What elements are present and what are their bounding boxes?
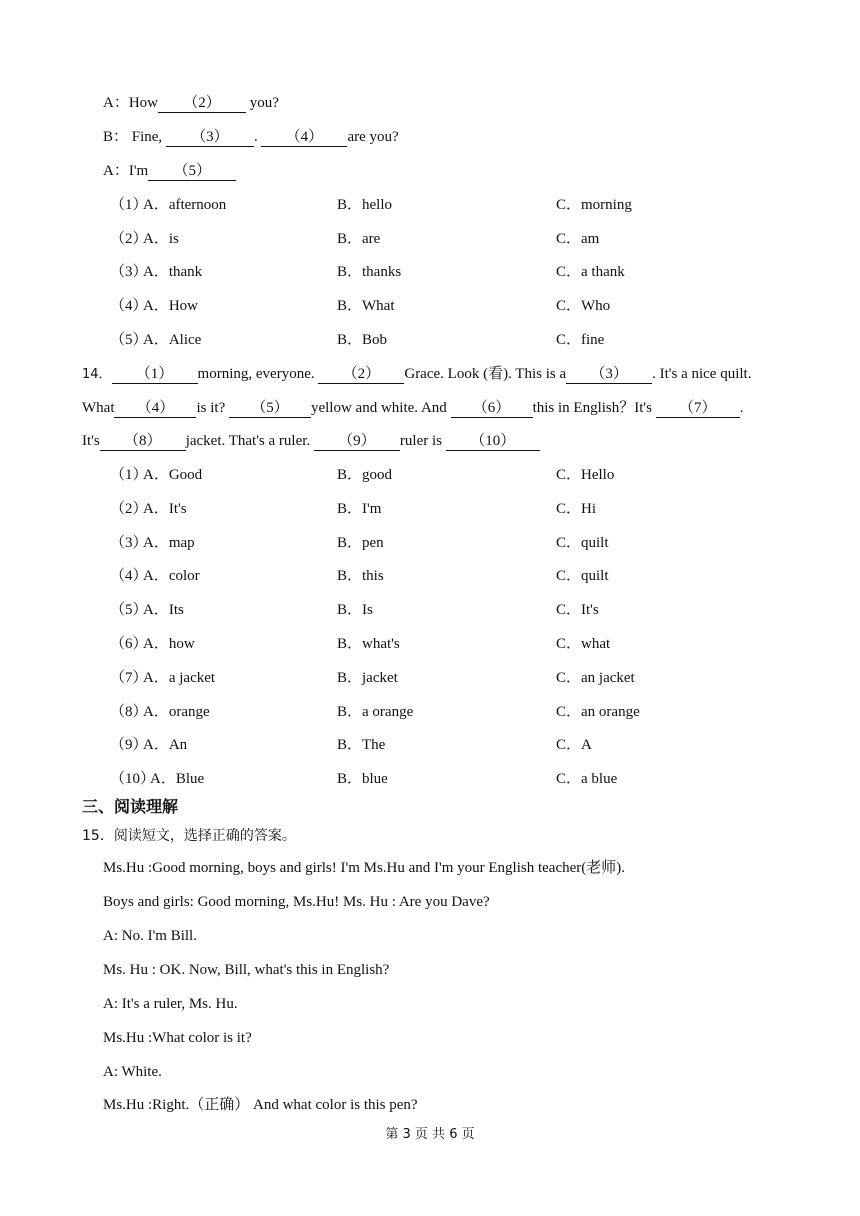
answer-blank-2: （2） xyxy=(158,94,246,113)
option-num: （4） xyxy=(110,568,148,584)
passage-line: Ms. Hu : OK. Now, Bill, what's this in English? xyxy=(103,962,390,978)
answer-blank-3: （3） xyxy=(166,128,254,147)
option-b: B．jacket xyxy=(337,670,398,686)
option-c: C．Hello xyxy=(556,467,615,483)
option-b: B．What xyxy=(337,298,395,314)
q15-prompt: 15．阅读短文，选择正确的答案。 xyxy=(82,828,296,844)
dialogue-line-a-how: A：How （2） you? xyxy=(103,95,279,111)
option-c: C．Hi xyxy=(556,501,597,517)
answer-blank-9: （9） xyxy=(314,432,400,451)
option-b: B．blue xyxy=(337,771,388,787)
answer-blank-10: （10） xyxy=(446,432,540,451)
option-num: （2） xyxy=(110,231,148,247)
option-num: （10） xyxy=(110,771,156,787)
option-a: A．color xyxy=(143,568,200,584)
passage-line: Ms.Hu :What color is it? xyxy=(103,1030,252,1046)
passage-line: Boys and girls: Good morning, Ms.Hu! Ms. Hu : Are you Dave? xyxy=(103,894,490,910)
option-num: （5） xyxy=(110,602,148,618)
option-b: B．are xyxy=(337,231,381,247)
question-number: 14． xyxy=(82,367,112,382)
option-c: C．am xyxy=(556,231,600,247)
dialogue-line-b-fine: B： Fine, （3） . （4） are you? xyxy=(103,129,399,145)
answer-blank-3: （3） xyxy=(566,365,652,384)
option-b: B．Bob xyxy=(337,332,388,348)
option-b: B．good xyxy=(337,467,393,483)
option-b: B．what's xyxy=(337,636,400,652)
passage-line: Ms.Hu :Good morning, boys and girls! I'm Ms.Hu and I'm your English teacher(老师). xyxy=(103,860,626,876)
option-num: （8） xyxy=(110,704,148,720)
dialogue-line-a-im: A：I'm （5） xyxy=(103,161,236,181)
option-num: （1） xyxy=(110,467,148,483)
answer-blank-8: （8） xyxy=(100,432,186,451)
passage-line: A: No. I'm Bill. xyxy=(103,928,197,944)
option-b: B．this xyxy=(337,568,384,584)
option-c: C．a blue xyxy=(556,771,618,787)
option-c: C．what xyxy=(556,636,611,652)
q14-line-1: 14． （1） morning, everyone. （2） Grace. Look (看). This is a （3） . It's a nice quilt. xyxy=(82,366,752,382)
passage-line: Ms.Hu :Right.（正确） And what color is this pen? xyxy=(103,1097,418,1113)
option-num: （2） xyxy=(110,501,148,517)
option-c: C．It's xyxy=(556,602,599,618)
option-a: A．Good xyxy=(143,467,203,483)
option-a: A．a jacket xyxy=(143,670,216,686)
option-a: A．Alice xyxy=(143,332,202,348)
answer-blank-6: （6） xyxy=(451,399,533,418)
option-b: B．thanks xyxy=(337,264,402,280)
option-a: A．Its xyxy=(143,602,184,618)
answer-blank-5: （5） xyxy=(148,162,236,181)
section-heading: 三、阅读理解 xyxy=(82,797,179,816)
option-c: C．quilt xyxy=(556,568,609,584)
option-a: A．orange xyxy=(143,704,210,720)
option-c: C．morning xyxy=(556,197,632,213)
option-num: （6） xyxy=(110,636,148,652)
answer-blank-4: （4） xyxy=(114,399,196,418)
option-num: （5） xyxy=(110,332,148,348)
option-c: C．Who xyxy=(556,298,611,314)
option-num: （9） xyxy=(110,737,148,753)
option-c: C．an orange xyxy=(556,704,640,720)
option-num: （3） xyxy=(110,535,148,551)
answer-blank-1: （1） xyxy=(112,365,198,384)
option-num: （1） xyxy=(110,197,148,213)
passage-line: A: White. xyxy=(103,1064,162,1080)
option-num: （7） xyxy=(110,670,148,686)
option-c: C．A xyxy=(556,737,592,753)
answer-blank-5: （5） xyxy=(229,399,311,418)
option-c: C．a thank xyxy=(556,264,625,280)
answer-blank-2: （2） xyxy=(318,365,404,384)
option-c: C．fine xyxy=(556,332,605,348)
option-a: A．how xyxy=(143,636,195,652)
option-a: A．An xyxy=(143,737,188,753)
option-a: A．How xyxy=(143,298,198,314)
option-a: A．Blue xyxy=(150,771,205,787)
option-c: C．an jacket xyxy=(556,670,635,686)
option-num: （3） xyxy=(110,264,148,280)
answer-blank-7: （7） xyxy=(656,399,740,418)
page-footer: 第 3 页 共 6 页 xyxy=(385,1127,475,1142)
option-a: A．afternoon xyxy=(143,197,227,213)
option-a: A．map xyxy=(143,535,195,551)
option-a: A．It's xyxy=(143,501,187,517)
option-b: B．I'm xyxy=(337,501,382,517)
option-a: A．is xyxy=(143,231,179,247)
option-c: C．quilt xyxy=(556,535,609,551)
option-b: B．hello xyxy=(337,197,392,213)
option-b: B．pen xyxy=(337,535,384,551)
option-b: B．a orange xyxy=(337,704,414,720)
q14-line-2: What （4） is it? （5） yellow and white. And （6） this in English？It's （7） . xyxy=(82,400,744,416)
option-b: B．The xyxy=(337,737,386,753)
q14-line-3: It's （8） jacket. That's a ruler. （9） ruler is （10） xyxy=(82,431,540,451)
answer-blank-4: （4） xyxy=(261,128,347,147)
option-num: （4） xyxy=(110,298,148,314)
passage-line: A: It's a ruler, Ms. Hu. xyxy=(103,996,238,1012)
option-b: B．Is xyxy=(337,602,373,618)
option-a: A．thank xyxy=(143,264,203,280)
